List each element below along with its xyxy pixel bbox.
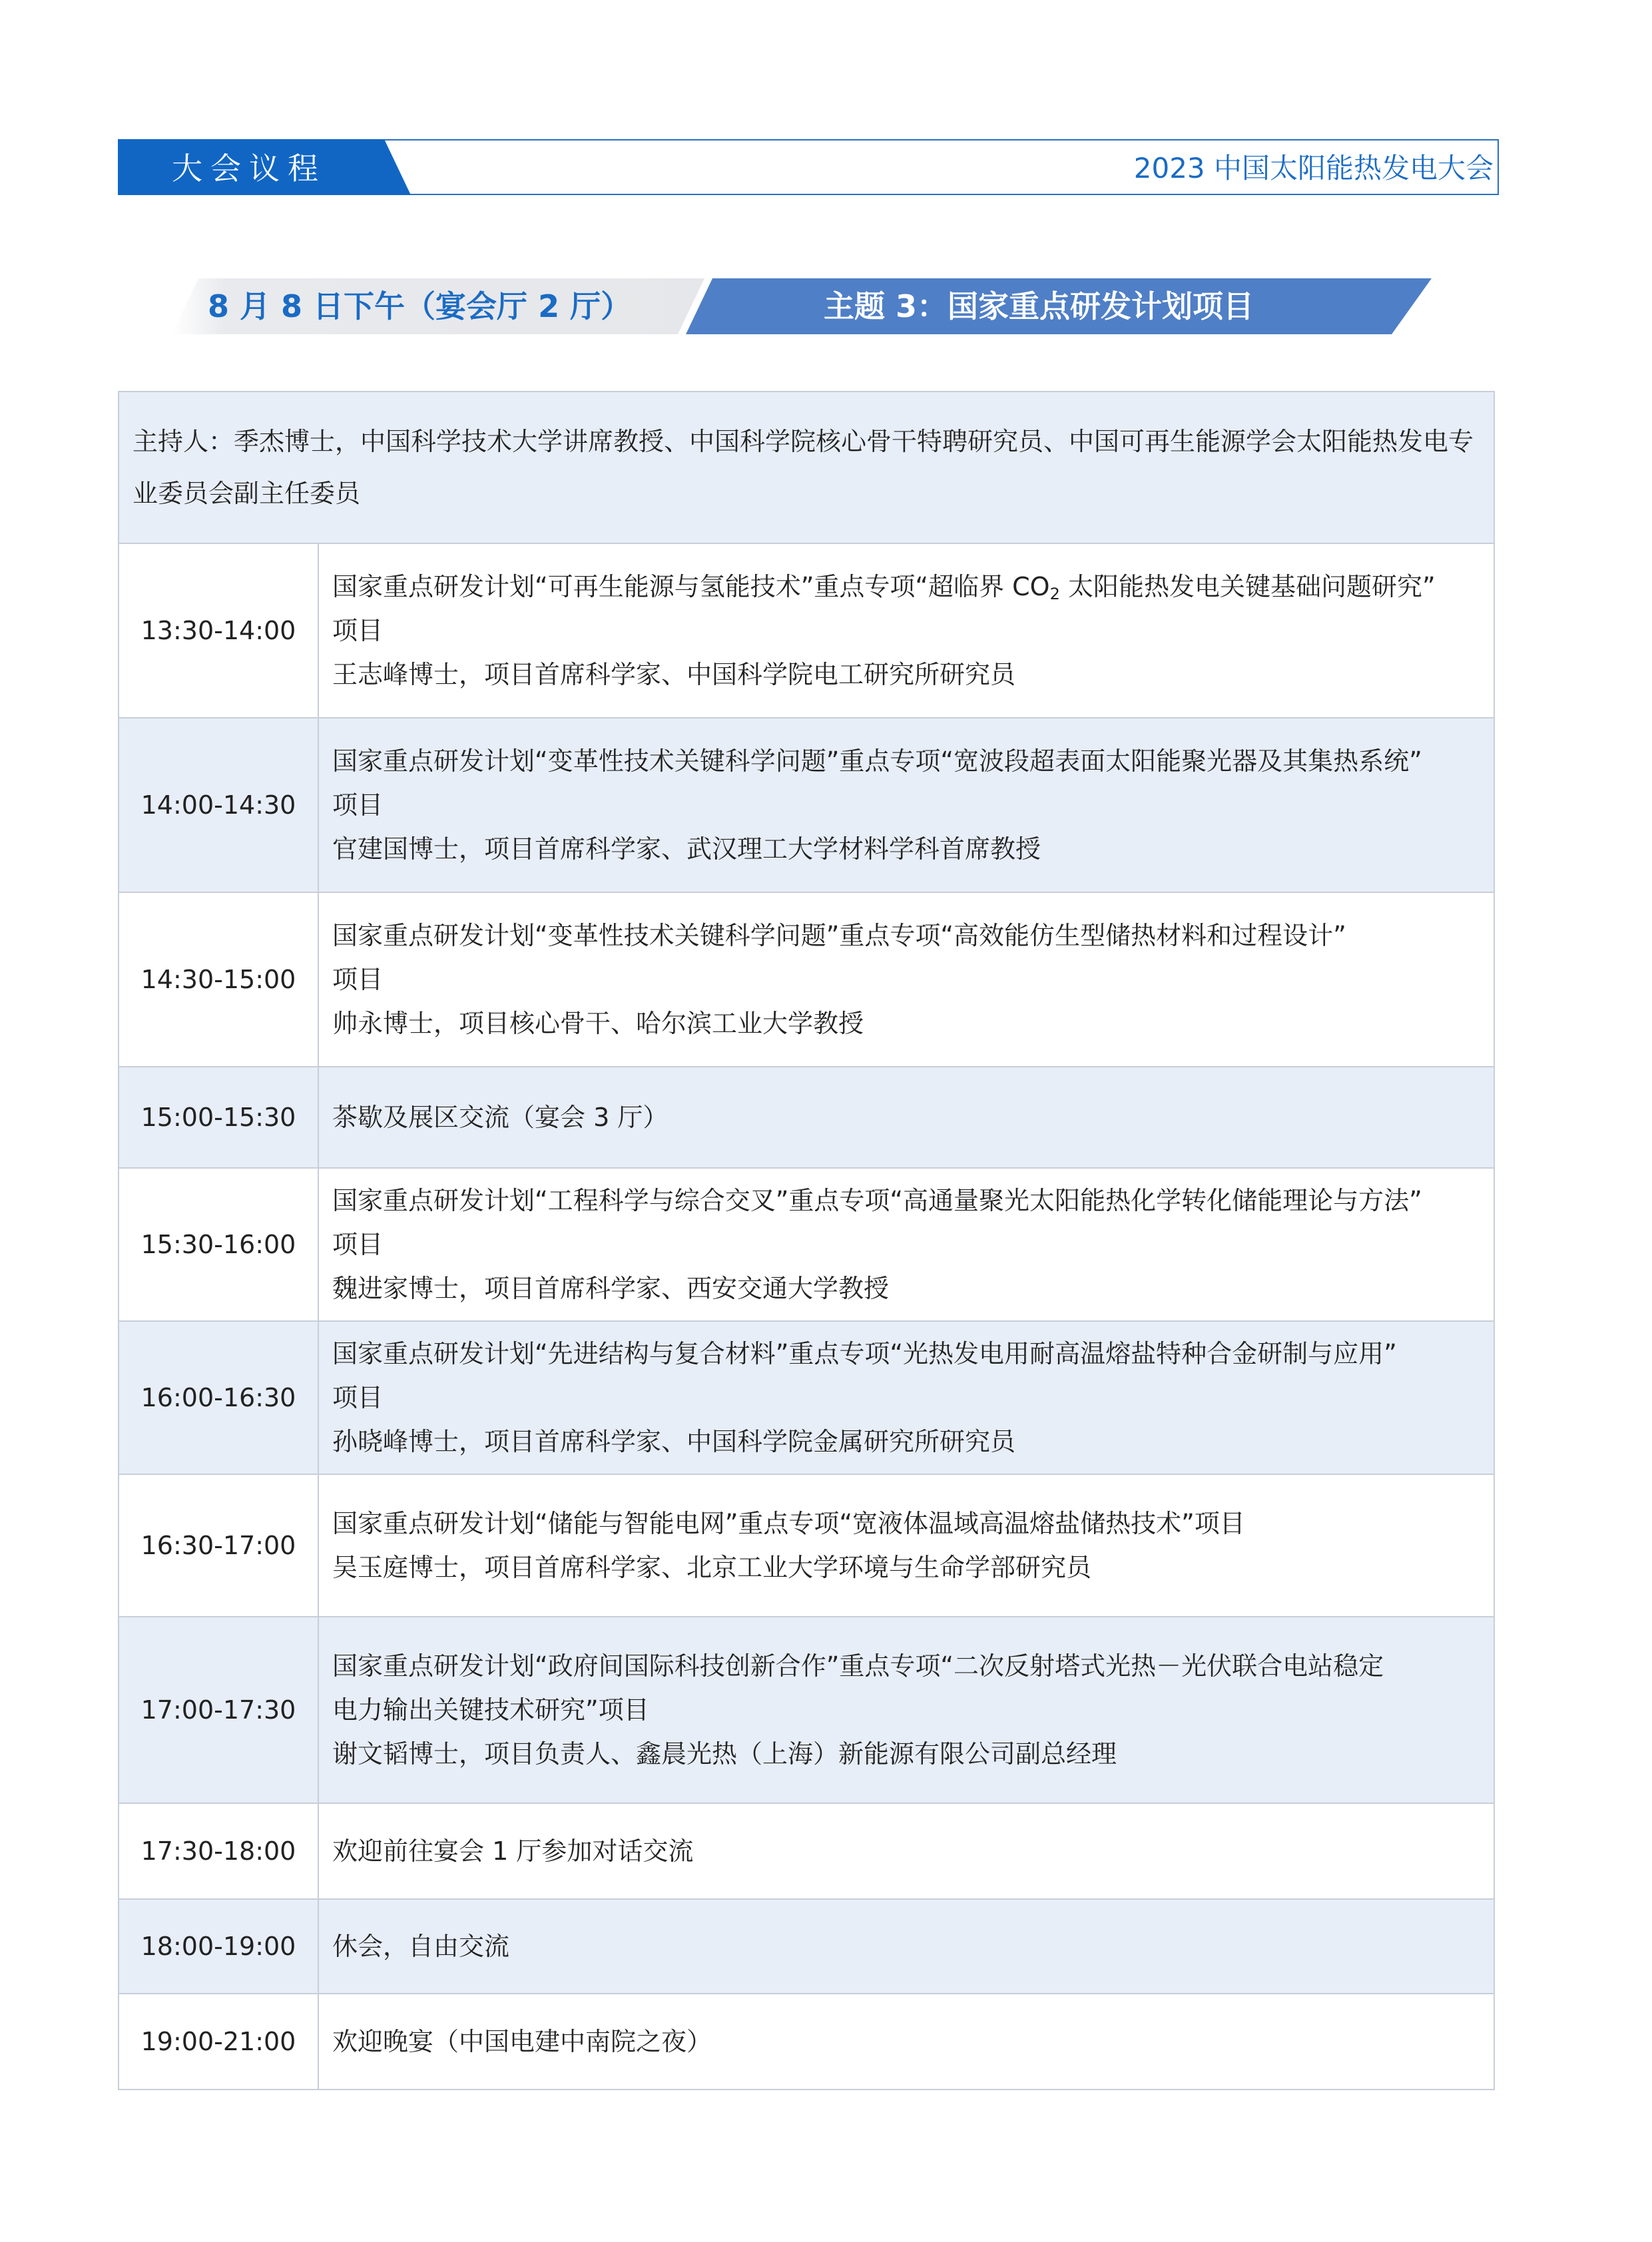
content-cell (318, 543, 1494, 718)
talk-title: 国家重点研发计划“变革性技术关键科学问题”重点专项“宽波段超表面太阳能聚光器及其集热系统” (332, 746, 1422, 776)
time-cell: 16:30-17:00 (119, 1474, 318, 1617)
content-cell (318, 1321, 1494, 1474)
host-row (119, 392, 1494, 543)
time-cell: 19:00-21:00 (119, 1994, 318, 2090)
table-row (119, 1474, 1494, 1617)
table-row (119, 1994, 1494, 2090)
activity-text: 欢迎前往宴会 1 厅参加对话交流 (332, 1836, 694, 1866)
time-cell: 13:30-14:00 (119, 543, 318, 718)
content-cell (318, 1067, 1494, 1168)
speaker: 谢文韬博士，项目负责人、鑫晨光热（上海）新能源有限公司副总经理 (332, 1739, 1117, 1769)
talk-title-cont: 项目 (332, 965, 384, 994)
speaker: 魏进家博士，项目首席科学家、西安交通大学教授 (332, 1274, 890, 1303)
content-cell (318, 1803, 1494, 1899)
content-cell (318, 1474, 1494, 1617)
talk-title-cont: 项目 (332, 790, 384, 820)
talk-title-cont: 项目 (332, 616, 384, 645)
time-cell: 15:30-16:00 (119, 1168, 318, 1321)
agenda-table (118, 391, 1495, 2090)
speaker: 官建国博士，项目首席科学家、武汉理工大学材料学科首席教授 (332, 834, 1041, 864)
content-cell (318, 1168, 1494, 1321)
table-row (119, 1067, 1494, 1168)
speaker: 孙晓峰博士，项目首席科学家、中国科学院金属研究所研究员 (332, 1427, 1016, 1456)
host-cell (119, 392, 1494, 543)
session-date-venue: 8 月 8 日下午（宴会厅 2 厅） (208, 288, 632, 324)
content-cell (318, 718, 1494, 892)
talk-title: 国家重点研发计划“储能与智能电网”重点专项“宽液体温域高温熔盐储热技术”项目 (332, 1509, 1245, 1538)
table-row (119, 1168, 1494, 1321)
section-label: 大会议程 (172, 150, 326, 186)
activity-text: 欢迎晚宴（中国电建中南院之夜） (332, 2027, 712, 2056)
activity-text: 休会，自由交流 (332, 1932, 510, 1961)
time-cell: 14:00-14:30 (119, 718, 318, 892)
speaker: 吴玉庭博士，项目首席科学家、北京工业大学环境与生命学部研究员 (332, 1553, 1092, 1582)
conference-name: 2023 中国太阳能热发电大会 (1133, 152, 1494, 184)
table-row (119, 718, 1494, 892)
table-row (119, 543, 1494, 718)
talk-title: 国家重点研发计划“政府间国际科技创新合作”重点专项“二次反射塔式光热－光伏联合电站稳定 (332, 1651, 1384, 1681)
content-cell (318, 1617, 1494, 1803)
talk-title: 国家重点研发计划“变革性技术关键科学问题”重点专项“高效能仿生型储热材料和过程设计” (332, 921, 1346, 950)
speaker: 帅永博士，项目核心骨干、哈尔滨工业大学教授 (332, 1009, 864, 1038)
content-cell (318, 1899, 1494, 1994)
time-cell: 17:00-17:30 (119, 1617, 318, 1803)
talk-title: 国家重点研发计划“先进结构与复合材料”重点专项“光热发电用耐高温熔盐特种合金研制与应用” (332, 1339, 1397, 1368)
talk-title: 国家重点研发计划“工程科学与综合交叉”重点专项“高通量聚光太阳能热化学转化储能理论与方法” (332, 1186, 1422, 1215)
table-row (119, 1803, 1494, 1899)
time-cell: 16:00-16:30 (119, 1321, 318, 1474)
table-row (119, 1617, 1494, 1803)
talk-title-cont: 项目 (332, 1383, 384, 1412)
content-cell (318, 892, 1494, 1067)
time-cell: 15:00-15:30 (119, 1067, 318, 1168)
session-theme: 主题 3：国家重点研发计划项目 (823, 288, 1254, 324)
time-cell: 18:00-19:00 (119, 1899, 318, 1994)
speaker: 王志峰博士，项目首席科学家、中国科学院电工研究所研究员 (332, 660, 1016, 689)
talk-title-cont: 项目 (332, 1230, 384, 1259)
content-cell (318, 1994, 1494, 2090)
break-text: 茶歇及展区交流（宴会 3 厅） (332, 1103, 669, 1132)
host-text: 主持人：季杰博士，中国科学技术大学讲席教授、中国科学院核心骨干特聘研究员、中国可再生能源学会太阳能热发电专业委员会副主任委员 (133, 427, 1474, 508)
table-row (119, 1899, 1494, 1994)
table-row (119, 892, 1494, 1067)
talk-title: 国家重点研发计划“可再生能源与氢能技术”重点专项“超临界 $CO_2$ 太阳能热发电关键基础问题研究” (332, 572, 1436, 603)
time-cell: 14:30-15:00 (119, 892, 318, 1067)
talk-title-cont: 电力输出关键技术研究”项目 (332, 1695, 649, 1725)
time-cell: 17:30-18:00 (119, 1803, 318, 1899)
table-row (119, 1321, 1494, 1474)
